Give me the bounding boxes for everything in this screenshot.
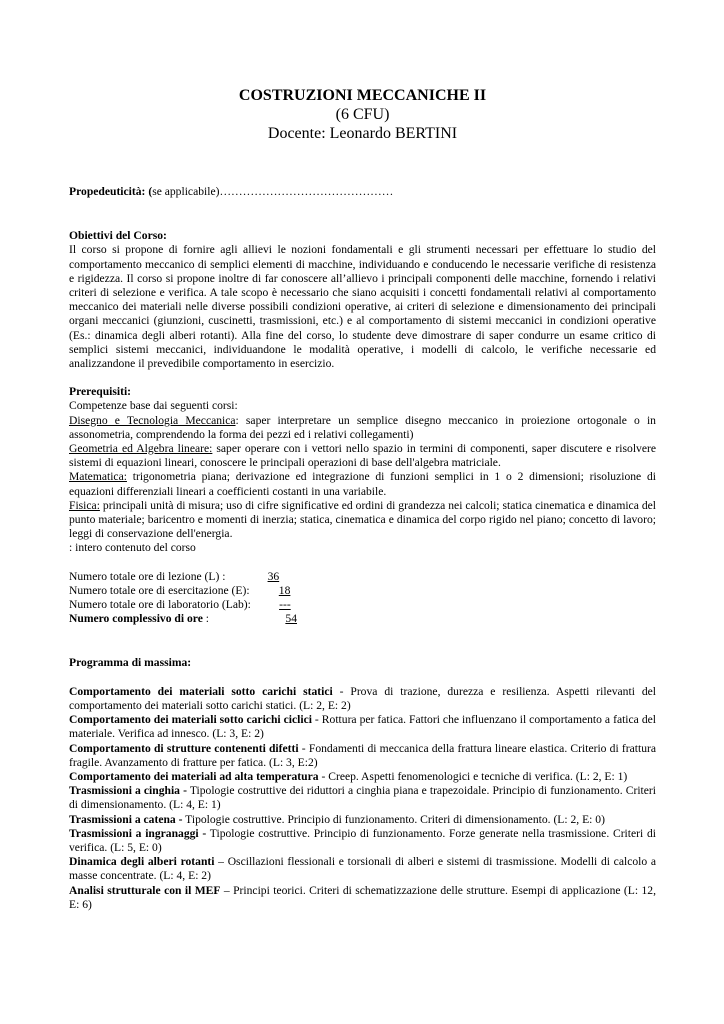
prerequisite-text: trigonometria piana; derivazione ed integrazione di funzioni semplici in 1 o 2 dimensioni; risoluzione di equazioni differenziali lineari a coefficienti costanti in una variabile. — [69, 470, 656, 498]
propedeuticita-note: se applicabile)……………………………………… — [152, 185, 394, 198]
program-item-sep: – — [220, 883, 234, 897]
program-item-title: Trasmissioni a catena - — [69, 812, 183, 826]
program-item — [69, 685, 656, 713]
program-item-sep: - — [318, 769, 329, 783]
program-item-sep: - — [332, 684, 351, 698]
program-item-sep: – — [214, 855, 228, 869]
prerequisite-course: Disegno e Tecnologia Meccanica — [69, 413, 236, 427]
programma-section — [69, 656, 656, 911]
program-item-title: Comportamento dei materiali sotto carichi ciclici — [69, 713, 312, 727]
program-item-title: Comportamento dei materiali sotto carichi statici — [69, 684, 333, 698]
prerequisiti-heading: Prerequisiti: — [69, 385, 132, 399]
program-item-title: Trasmissioni a ingranaggi - — [69, 826, 207, 840]
prerequisiti-tail: : intero contenuto del corso — [69, 541, 196, 555]
program-item — [69, 742, 656, 770]
program-item-title: Analisi strutturale con il MEF — [69, 883, 221, 897]
document-page — [69, 86, 656, 912]
program-item-text: Prova di trazione, durezza e resilienza. Aspetti rilevanti del comportamento dei materiali sotto carichi statici. (L: 2, E: 2) — [69, 684, 656, 712]
program-item-title: Comportamento di strutture contenenti difetti — [69, 741, 299, 755]
prerequisiti-section — [69, 385, 656, 555]
obiettivi-heading: Obiettivi del Corso: — [69, 229, 167, 243]
title-block — [69, 86, 656, 143]
program-item-text: Creep. Aspetti fenomenologici e tecniche di verifica. (L: 2, E: 1) — [328, 769, 628, 783]
program-item-title: Dinamica degli alberi rotanti — [69, 855, 215, 869]
prerequisite-item — [69, 470, 656, 498]
program-item — [69, 813, 656, 827]
program-item-text: Fondamenti di meccanica della frattura lineare elastica. Criterio di frattura fragile. Avanzamento di fratture per fatica. (L: 3, E:2) — [69, 741, 656, 769]
course-teacher: Docente: Leonardo BERTINI — [267, 125, 458, 142]
spacer — [69, 671, 656, 685]
prerequisite-course: Geometria ed Algebra lineare: — [69, 442, 213, 456]
prerequisite-text: saper operare con i vettori nello spazio in termini di componenti, saper discutere e risolvere sistemi di equazioni lineari, conoscere le principali operazioni di base dell'algebra matriciale. — [69, 442, 656, 470]
program-item — [69, 855, 656, 883]
prerequisite-item — [69, 414, 656, 442]
program-item-text: Tipologie costruttive. Principio di funzionamento. Forze generate nella trasmissione. Criteri di verifica. (L: 5, E: 0) — [69, 826, 656, 854]
course-title: COSTRUZIONI MECCANICHE II — [238, 87, 487, 104]
spacer — [69, 371, 656, 385]
program-item-text: Oscillazioni flessionali e torsionali di alberi e sistemi di trasmissione. Modelli di calcolo a masse concentrate. (L: 4, E: 2) — [69, 855, 656, 883]
prerequisite-text: : saper interpretare un semplice disegno meccanico in proiezione ortogonale o in assonometria, comprendendo la forma dei pezzi ed i relativi collegamenti) — [69, 413, 656, 441]
program-item-text: Tipologie costruttive dei riduttori a cinghia piana e trapezoidale. Principio di funzionamento. Criteri di dimensionamento. (L: 4, E: 1) — [69, 784, 656, 812]
hours-lezione-label: Numero totale ore di lezione (L) : — [69, 569, 229, 583]
program-item-title: Comportamento dei materiali ad alta temperatura — [69, 769, 319, 783]
program-item — [69, 770, 656, 784]
program-item — [69, 827, 656, 855]
prerequisiti-intro: Competenze base dai seguenti corsi: — [69, 399, 238, 413]
course-cfu: (6 CFU) — [335, 106, 390, 123]
spacer — [69, 199, 656, 229]
hours-totale-row — [69, 612, 656, 626]
program-item — [69, 884, 656, 912]
prerequisite-course: Fisica: — [69, 498, 100, 512]
spacer — [69, 143, 656, 185]
hours-esercitazione-row — [69, 584, 656, 598]
program-item-title: Trasmissioni a cinghia - — [69, 784, 187, 798]
hours-esercitazione-label: Numero totale ore di esercitazione (E): — [69, 583, 250, 597]
hours-lezione-value: 36 — [267, 569, 280, 583]
program-item-text: Tipologie costruttive. Principio di funzionamento. Criteri di dimensionamento. (L: 2, E: 0) — [185, 812, 605, 826]
spacer — [69, 626, 656, 656]
hours-laboratorio-value: --- — [279, 598, 291, 612]
prerequisite-item — [69, 499, 656, 542]
program-item-sep: - — [298, 741, 309, 755]
hours-laboratorio-row — [69, 598, 656, 612]
hours-totale-sep: : — [202, 612, 209, 626]
hours-section — [69, 570, 656, 627]
spacer — [69, 556, 656, 570]
programma-heading: Programma di massima: — [69, 656, 192, 670]
hours-totale-value: 54 — [285, 612, 297, 626]
prerequisite-item — [69, 442, 656, 470]
hours-laboratorio-label: Numero totale ore di laboratorio (Lab): — [69, 598, 251, 612]
propedeuticita-line — [69, 185, 656, 199]
propedeuticita-label: Propedeuticità: ( — [69, 185, 153, 198]
program-item-text: Rottura per fatica. Fattori che influenzano il comportamento a fatica del materiale. Verifica ad innesco. (L: 3, E: 2) — [69, 713, 656, 741]
obiettivi-section — [69, 229, 656, 371]
program-item-text: Principi teorici. Criteri di schematizzazione delle strutture. Esempi di applicazione (L: 12, E: 6) — [69, 883, 656, 911]
obiettivi-text: Il corso si propone di fornire agli allievi le nozioni fondamentali e gli strumenti necessari per effettuare lo studio del comportamento meccanico di semplici elementi di macchine, individuando e conducendo le necessarie verifiche di resistenza e rigidezza. Il corso si propone inoltre di far conoscere all’allievo i principali componenti delle macchine, fornendo i relativi criteri di selezione e verifica. A tale scopo è necessario che siano acquisiti i concetti fondamentali relativi al comportamento meccanico dei materiali nelle diverse possibili condizioni operative, ai criteri di selezione e dimensionamento dei principali organi meccanici (giunzioni, cuscinetti, trasmissioni, etc.) e al comportamento di sistemi meccanici in condizioni operative (Es.: dinamica degli alberi rotanti). Alla fine del corso, lo studente deve dimostrare di saper condurre un esame critico di semplici sistemi meccanici, individuandone le modalità operative, i modelli di calcolo, le verifiche necessarie ed analizzandone il prevedibile comportamento in esercizio. — [69, 243, 656, 371]
program-item-sep: - — [311, 713, 322, 727]
prerequisite-course: Matematica: — [69, 470, 127, 484]
hours-esercitazione-value: 18 — [278, 583, 291, 597]
hours-lezione-row — [69, 570, 656, 584]
program-item — [69, 713, 656, 741]
program-item — [69, 784, 656, 812]
prerequisite-text: principali unità di misura; uso di cifre significative ed ordini di grandezza nei calcoli; statica cinematica e dinamica del punto materiale; baricentro e momenti di inerzia; statica, cinematica e dinamica del corpo rigido nel piano; concetto di lavoro; leggi di conservazione dell'energia. — [69, 498, 656, 541]
hours-totale-label: Numero complessivo di ore — [69, 612, 203, 626]
